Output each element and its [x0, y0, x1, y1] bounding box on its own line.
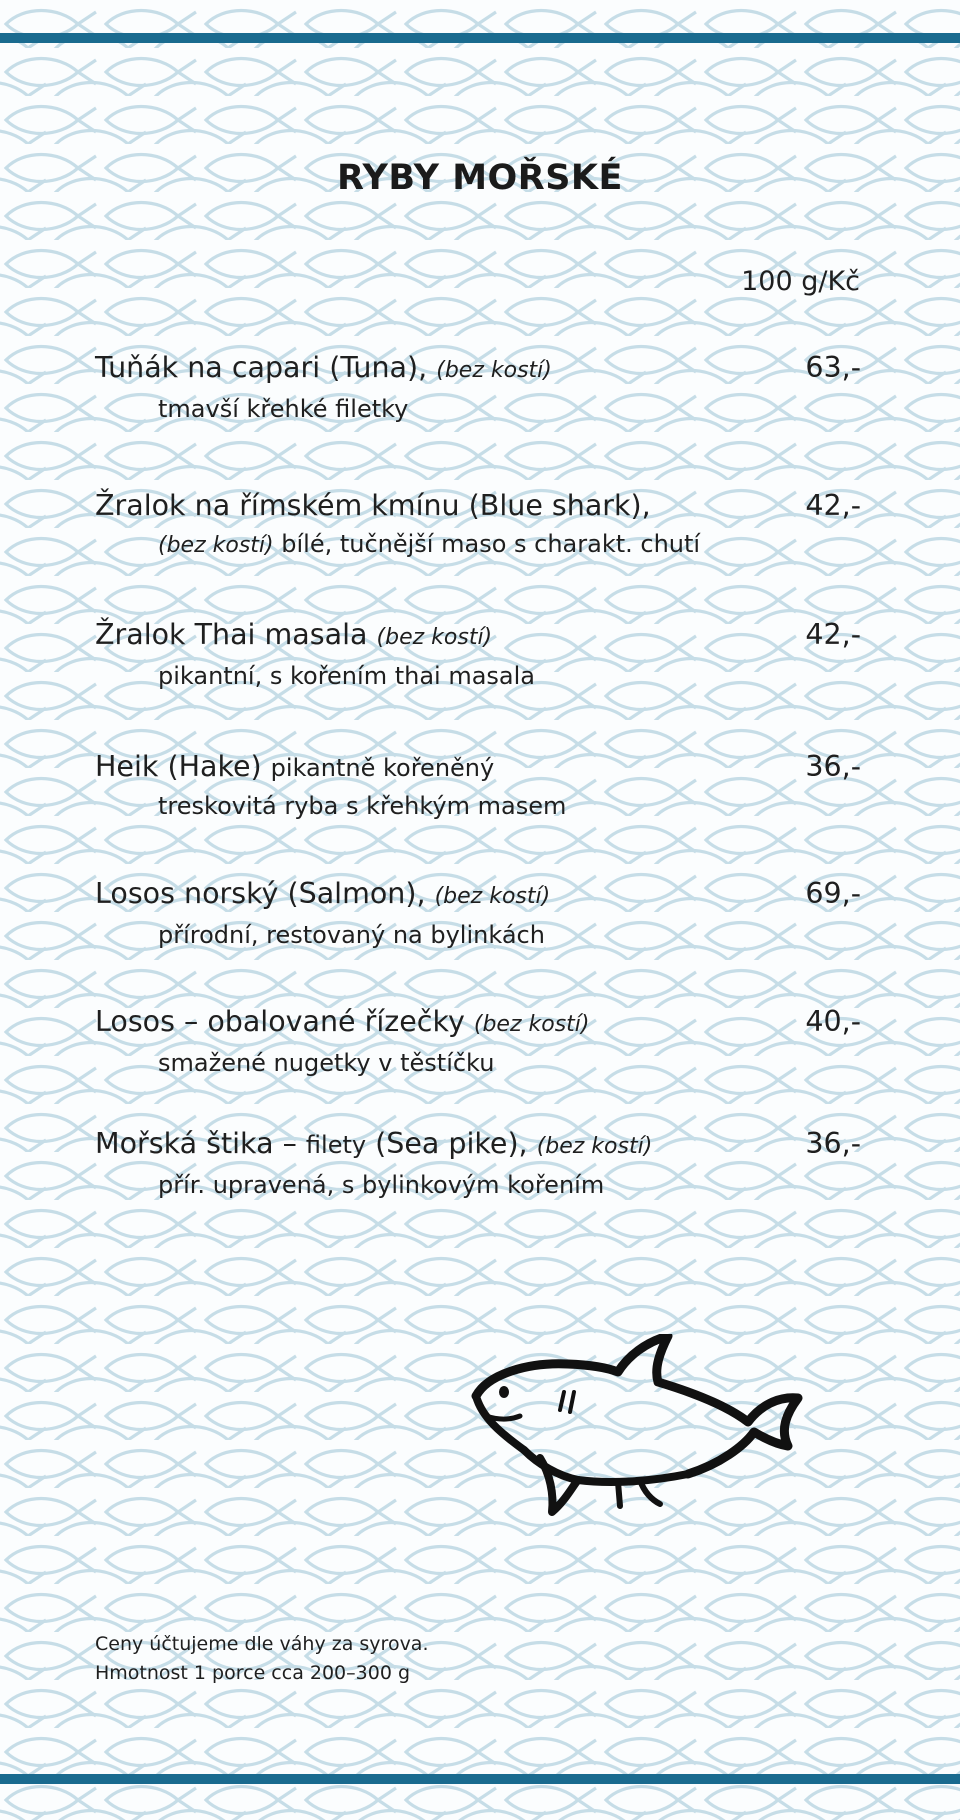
item-price: 69,- [805, 877, 861, 910]
item-note: (bez kostí) [473, 1012, 590, 1037]
item-extra: filety [305, 1131, 367, 1159]
footer-line-1: Ceny účtujeme dle váhy za syrova. [95, 1633, 429, 1655]
item-price: 42,- [805, 489, 861, 522]
shark-icon [468, 1334, 823, 1529]
item-note: (bez kostí) [158, 533, 274, 558]
item-name: Heik (Hake) [95, 750, 262, 783]
item-description: smažené nugetky v těstíčku [158, 1049, 495, 1077]
menu-item [95, 617, 861, 692]
item-description: pikantní, s kořením thai masala [158, 662, 535, 690]
item-name: Žralok Thai masala [95, 618, 368, 651]
menu-item [95, 1126, 861, 1201]
item-price: 36,- [805, 750, 861, 783]
menu-item [95, 876, 861, 951]
menu-item [95, 488, 861, 562]
item-name-en: (Sea pike), [375, 1127, 528, 1160]
item-name: Losos norský (Salmon), [95, 877, 426, 910]
item-note: (bez kostí) [434, 884, 551, 909]
footer-line-2: Hmotnost 1 porce cca 200–300 g [95, 1662, 411, 1684]
price-unit-header: 100 g/Kč [741, 266, 860, 297]
item-name: Losos – obalované řízečky [95, 1005, 465, 1038]
page-title: RYBY MOŘSKÉ [337, 158, 623, 198]
item-name: Tuňák na capari (Tuna), [95, 351, 428, 384]
item-price: 36,- [805, 1127, 861, 1160]
item-description: tmavší křehké filetky [158, 395, 409, 423]
item-description: přír. upravená, s bylinkovým kořením [158, 1171, 605, 1199]
item-description: bílé, tučnější maso s charakt. chutí [281, 530, 701, 558]
menu-item [95, 749, 861, 822]
item-description: treskovitá ryba s křehkým masem [158, 792, 567, 820]
item-description: přírodní, restovaný na bylinkách [158, 921, 545, 949]
item-price: 63,- [805, 351, 861, 384]
item-note: (bez kostí) [436, 358, 552, 383]
item-note: (bez kostí) [536, 1134, 653, 1159]
item-extra: pikantně kořeněný [270, 754, 495, 782]
item-name: Žralok na římském kmínu (Blue shark), [95, 489, 651, 522]
footer-note [95, 1630, 429, 1688]
item-note: (bez kostí) [376, 625, 493, 650]
menu-item [95, 1004, 861, 1079]
menu-item [95, 350, 861, 425]
item-name: Mořská štika – [95, 1127, 297, 1160]
item-price: 40,- [805, 1005, 861, 1038]
item-price: 42,- [805, 618, 861, 651]
top-rule [0, 33, 960, 43]
bottom-rule [0, 1774, 960, 1784]
